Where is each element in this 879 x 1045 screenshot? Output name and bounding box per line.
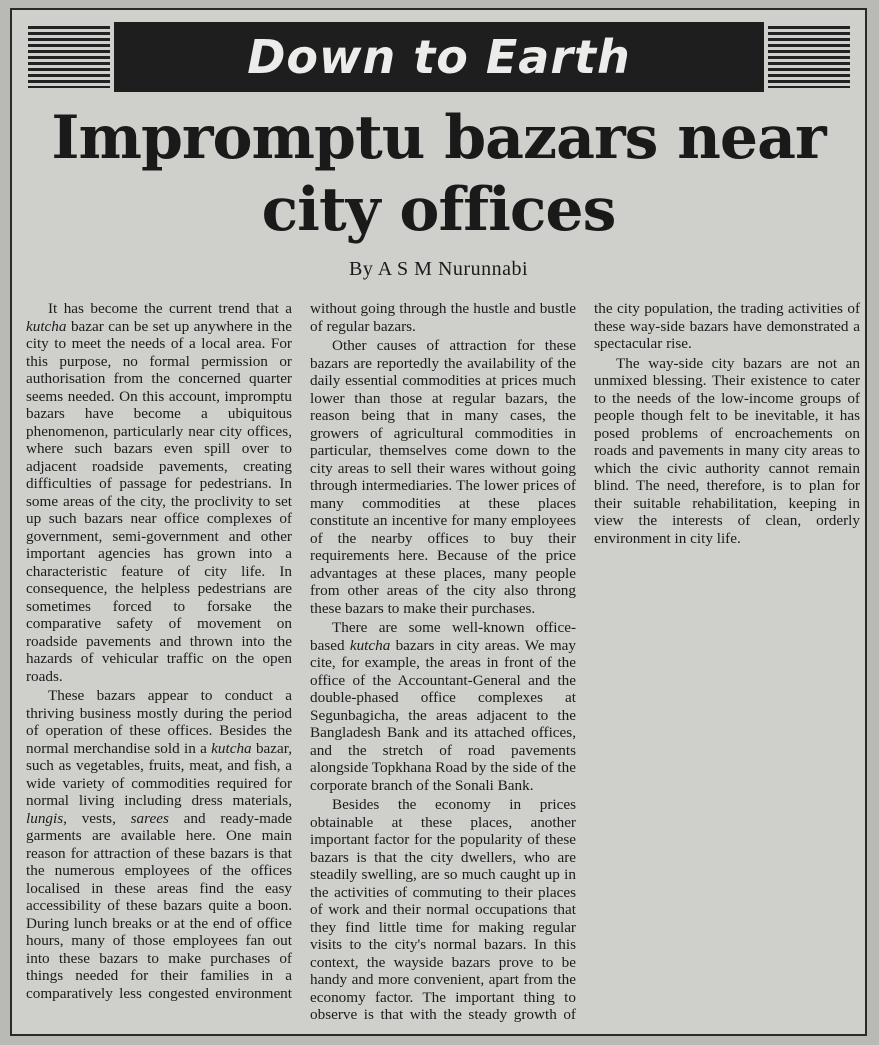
section-banner bbox=[26, 22, 852, 92]
article-paragraph bbox=[26, 300, 292, 685]
paragraph-text: bazars in city areas. We may cite, for example, the areas in front of the office of the Accountant-General and the double-phased office complexes at Segunbagicha, the areas adjacent to the Bangladesh Bank and its attached offices, and the stretch of road pavements alongside Topkhana Road by the side of the corporate branch of the Sonali Bank. bbox=[310, 636, 576, 794]
italic-term: sarees bbox=[130, 809, 169, 827]
paragraph-text: There are some well-known office-based bbox=[310, 619, 576, 654]
paragraph-text: , vests, bbox=[63, 809, 131, 827]
article-paragraph bbox=[310, 337, 576, 617]
paragraph-text: bazar, such as vegetables, fruits, meat, and fish, a wide variety of commodities required for normal living including dress materials, bbox=[26, 739, 293, 809]
article-paragraph bbox=[594, 355, 860, 548]
article-body bbox=[26, 300, 860, 1030]
newspaper-clipping bbox=[10, 8, 867, 1036]
italic-term: kutcha bbox=[26, 317, 67, 335]
paragraph-text: It has become the current trend that a bbox=[48, 300, 292, 317]
banner-stripes-right bbox=[768, 26, 850, 88]
paragraph-text: and ready-made garments are available here. One main reason for attraction of these bazars is that the numerous employees of the offices localised in these areas find the easy accessibility of these bazars quite a boon. During lunch breaks or at the end of office hours, many of those employees fan out into these bazars to make purchases of things needed for their families in a comparatively less congested environment without going through the hustle and bustle of regular bazars. bbox=[26, 300, 576, 1002]
paragraph-text: The way-side city bazars are not an unmixed blessing. Their existence to cater to the needs of the low-income groups of people though felt to be inevitable, it has posed problems of encroachements on roads and pavements in many city areas to which the civic authority cannot remain blind. The need, therefore, is to plan for their suitable rehabilitation, keeping in view the interests of clean, orderly environment in city life. bbox=[594, 354, 860, 547]
italic-term: lungis bbox=[26, 809, 64, 827]
article-byline: By A S M Nurunnabi bbox=[348, 258, 529, 280]
paragraph-text: Besides the economy in prices obtainable at these places, another important factor for the popularity of these bazars is that the city dwellers, who are steadily swelling, are so much caught up in the activities of commuting to their places of work and their normal occupations that they find little time for making regular visits to the city's normal bazars. In this context, the wayside bazars prove to be handy and more convenient, apart from the economy factor. The important thing to observe is that with the steady growth of the city population, the trading activities of these way-side bazars have demonstrated a spectacular rise. bbox=[310, 300, 860, 1023]
banner-stripes-left bbox=[28, 26, 110, 88]
article-paragraph bbox=[310, 619, 576, 794]
italic-term: kutcha bbox=[349, 636, 391, 654]
paragraph-text: Other causes of attraction for these bazars are reportedly the availability of the daily essential commodities at prices much lower than those at regular bazars, the reason being that in many cases, the growers of agricultural commodities in particular, themselves come down to the city areas to sell their wares without going through intermediaries. The lower prices of many commodities at these places constitute an incentive for many employees of the nearby offices to buy their requirements here. Because of the price advantages at these places, many people from other areas of the city also throng these bazars to make their purchases. bbox=[310, 337, 576, 617]
paragraph-text: These bazars appear to conduct a thriving business mostly during the period of operation of these offices. Besides the normal merchandise sold in a bbox=[26, 687, 292, 757]
section-title: Down to Earth bbox=[114, 22, 764, 92]
paragraph-text: bazar can be set up anywhere in the city to meet the needs of a local area. For this purpose, no formal permission or authorisation from the concerned quarter seems needed. On this account, impromptu bazars have become a ubiquitous phenomenon, particularly near city offices, where such bazars even spill over to adjacent roadside pavements, creating difficulties of passage for pedestrians. In some areas of the city, the proclivity to set up such bazars near office complexes of government, semi-government and other important agencies has grown into a characteristic feature of city life. In consequence, the helpless pedestrians are sometimes forced to forsake the comparative safety of movement on roadside pavements and thrown into the hazards of vehicular traffic on the open roads. bbox=[26, 317, 292, 685]
article-headline: Impromptu bazars near city offices bbox=[51, 103, 826, 245]
italic-term: kutcha bbox=[211, 739, 252, 757]
